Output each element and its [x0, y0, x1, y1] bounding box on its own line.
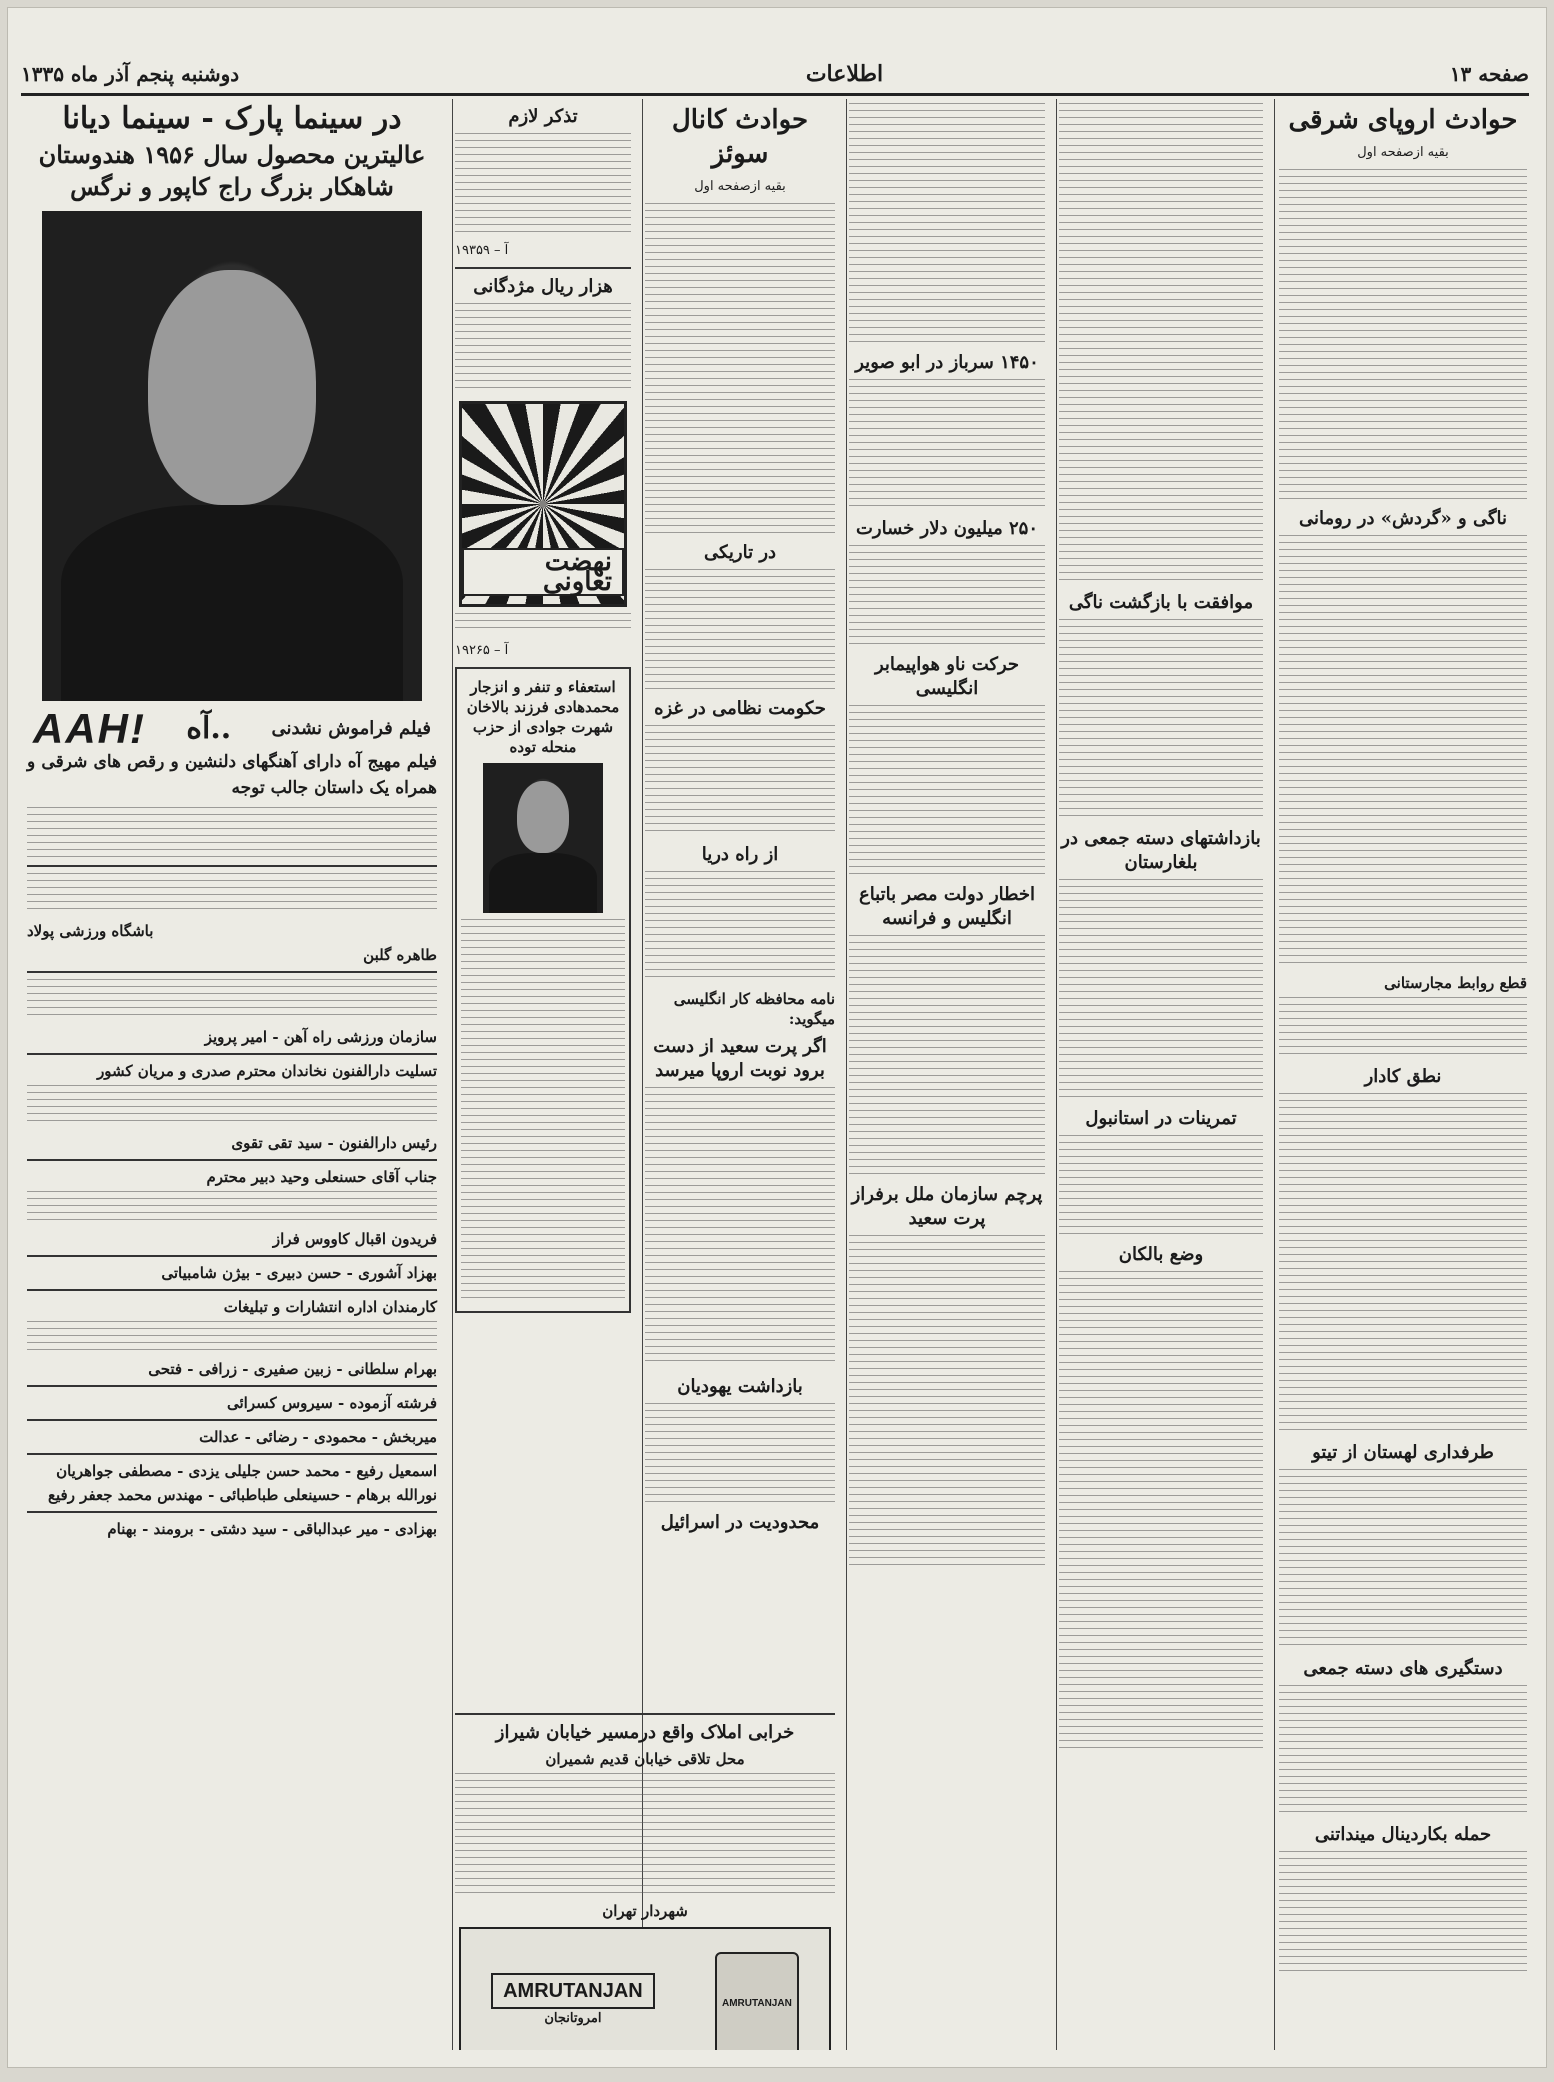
column-cinema-notices: [21, 99, 443, 2050]
article-text: [849, 705, 1045, 875]
continued-note: بقیه ازصفحه اول: [694, 179, 786, 194]
newspaper-page: [7, 7, 1547, 2068]
title-required-note: تذکر لازم: [508, 106, 578, 127]
column-rule: [452, 99, 453, 2050]
film-description: فیلم مهیج آه دارای آهنگهای دلنشین و رقص های شرقی و همراه یک داستان جالب توجه: [27, 752, 437, 798]
issue-date: دوشنبه پنجم آذر ماه ۱۳۳۵: [21, 62, 240, 86]
subhead-israel-limits: محدودیت در اسرائیل: [660, 1512, 820, 1533]
article-text: [27, 873, 437, 913]
notice-signatory: میربخش - محمودی - رضائی - عدالت: [199, 1428, 437, 1446]
subhead-by-sea: از راه دریا: [701, 844, 779, 865]
continued-note: بقیه ازصفحه اول: [1357, 145, 1449, 160]
title-reward: هزار ریال مژدگانی: [473, 276, 613, 297]
notice-railway: سازمان ورزشی راه آهن - امیر پرویز: [204, 1028, 437, 1046]
article-text: [1059, 619, 1263, 819]
newspaper-name: اطلاعات: [805, 61, 884, 87]
notice-signatory: فرشته آزموده - سیروس کسرائی: [227, 1394, 437, 1412]
subhead-cardinal: حمله بکاردینال مینداتنی: [1314, 1824, 1492, 1845]
notice-title: خرابی املاک واقع درمسیر خیابان شیراز: [495, 1722, 795, 1743]
subhead-abu-suweir: ۱۴۵۰ سرباز در ابو صویر: [855, 352, 1039, 373]
masthead: [21, 55, 1529, 96]
notice-subtitle: محل تلاقی خیابان قدیم شمیران: [545, 1750, 745, 1768]
portrait-photo: [483, 763, 603, 913]
article-text: [455, 613, 631, 633]
article-text: [1059, 1135, 1263, 1235]
article-text: [27, 1191, 437, 1221]
notice-code: آ – ۱۹۲۶۵: [455, 643, 509, 658]
article-text: [27, 1085, 437, 1125]
notice-code: آ – ۱۹۳۵۹: [455, 243, 509, 258]
notice-signatory: بهزاد آشوری - حسن دبیری - بیژن شامبیاتی: [161, 1264, 437, 1282]
cinema-ad-subtitle: عالیترین محصول سال ۱۹۵۶ هندوستان: [38, 140, 426, 169]
notice-club: باشگاه ورزشی پولاد: [27, 922, 154, 940]
headline-east-europe: حوادث اروپای شرقی: [1288, 105, 1518, 135]
article-text: [455, 303, 631, 393]
resignation-notice: [455, 667, 631, 1313]
subhead-nagy-return: موافقت با بازگشت ناگی: [1068, 592, 1254, 613]
article-text: [1279, 1093, 1527, 1433]
resignation-title: استعفاء و تنفر و انزجار محمدهادی فرزند بالاخان شهرت جوادی از حزب منحله توده: [466, 678, 620, 756]
article-text: [645, 871, 835, 981]
article-text: [461, 919, 625, 1299]
article-text: [455, 1773, 835, 1893]
divider: [27, 1385, 437, 1387]
column-rule: [1274, 99, 1275, 2050]
notice-signatory: اسمعیل رفیع - محمد حسن جلیلی یزدی - مصطفی جواهریان: [56, 1462, 437, 1480]
article-text: [645, 725, 835, 835]
article-text: [849, 545, 1045, 645]
subhead-damage: ۲۵۰ میلیون دلار خسارت: [855, 518, 1039, 539]
subhead-carrier: حرکت ناو هواپیمابر انگلیسی: [874, 654, 1020, 699]
notice-signatory: رئیس دارالفنون - سید تقی تقوی: [231, 1134, 437, 1152]
divider: [27, 971, 437, 973]
divider: [27, 865, 437, 867]
subhead-poland-tito: طرفداری لهستان از تیتو: [1312, 1442, 1494, 1463]
subhead-istanbul-drills: تمرینات در استانبول: [1085, 1108, 1237, 1129]
article-text: [645, 1403, 835, 1503]
article-text: [27, 807, 437, 857]
article-text: [455, 133, 631, 233]
article-text: [1059, 1271, 1263, 1751]
article-text: [1279, 997, 1527, 1057]
amrutanjan-logo: AMRUTANJAN: [491, 1973, 655, 2009]
divider: [27, 1289, 437, 1291]
film-title-persian: آه..: [186, 711, 232, 746]
cooperative-label: نهضت تعاونی: [462, 548, 624, 596]
film-title-english: AAH!: [33, 705, 146, 752]
article-text: [1279, 535, 1527, 965]
article-text: [1059, 879, 1263, 1099]
balm-jar-icon: AMRUTANJAN: [715, 1952, 799, 2050]
article-text: [27, 1321, 437, 1351]
article-text: [645, 1087, 835, 1367]
article-text: [1279, 169, 1527, 499]
film-title-row: [27, 705, 437, 752]
divider: [27, 1255, 437, 1257]
notice-signatory: نورالله برهام - حسینعلی طباطبائی - مهندس محمد جعفر رفیع: [48, 1486, 437, 1504]
subhead-darkness: در تاریکی: [703, 542, 777, 563]
notice-darolfonun: تسلیت دارالفنون نخاندان محترم صدری و مریان کشور: [97, 1062, 437, 1080]
column-suez: [843, 99, 1051, 2050]
column-east-europe: [1273, 99, 1533, 2050]
notice-signature: شهردار تهران: [602, 1902, 688, 1920]
notice-name: طاهره گلبن: [363, 946, 437, 964]
column-east-europe-cont: [1053, 99, 1269, 2050]
notice-publications: کارمندان اداره انتشارات و تبلیغات: [223, 1298, 437, 1316]
cinema-ad-stars: شاهکار بزرگ راج کاپور و نرگس: [70, 172, 394, 201]
article-text: [849, 103, 1045, 343]
divider: [27, 1053, 437, 1055]
divider: [27, 1159, 437, 1161]
actor-photo: [42, 211, 422, 701]
article-text: [849, 935, 1045, 1175]
subhead-egypt-warning: اخطار دولت مصر باتباع انگلیس و فرانسه: [858, 884, 1036, 929]
divider: [455, 267, 631, 269]
subhead-un-flag: پرچم سازمان ملل برفراز پرت سعید: [851, 1184, 1043, 1229]
article-text: [27, 979, 437, 1019]
subhead-europe-next: اگر پرت سعید از دست برود نوبت اروپا میرسد: [653, 1036, 827, 1081]
column-notices: [449, 99, 637, 1698]
film-tagline: فیلم فراموش نشدنی: [271, 718, 431, 739]
article-text: [645, 203, 835, 533]
divider: [455, 1713, 835, 1715]
notice-signatory: بهزادی - میر عبدالباقی - سید دشتی - برومند - بهنام: [107, 1520, 437, 1538]
article-text: [849, 1235, 1045, 1565]
divider: [27, 1419, 437, 1421]
article-text: [1279, 1685, 1527, 1815]
subhead-cut-relations: قطع روابط مجارستانی: [1384, 974, 1527, 992]
cooperative-emblem: [459, 401, 627, 607]
notice-signatory: بهرام سلطانی - زبین صفیری - زرافی - فتحی: [148, 1360, 437, 1378]
divider: [27, 1453, 437, 1455]
article-text: [1279, 1469, 1527, 1649]
subhead-nagy-romania: ناگی و «گردش» در رومانی: [1298, 508, 1508, 529]
subhead-conservative: نامه محافظه کار انگلیسی میگوید:: [673, 990, 835, 1028]
cinema-ad-title: در سینما پارک - سینما دیانا: [62, 101, 402, 136]
subhead-jews-arrest: بازداشت یهودیان: [677, 1376, 803, 1397]
subhead-gaza: حکومت نظامی در غزه: [654, 698, 826, 719]
column-rule: [1056, 99, 1057, 2050]
column-rule: [846, 99, 847, 2050]
headline-suez: حوادث کانال سوئز: [671, 105, 809, 169]
article-text: [849, 379, 1045, 509]
subhead-mass-arrests: دستگیری های دسته جمعی: [1303, 1658, 1503, 1679]
notice-teacher: جناب آقای حسنعلی وحید دبیر محترم: [206, 1168, 437, 1186]
article-text: [1279, 1851, 1527, 1971]
page-number: صفحه ۱۳: [1449, 62, 1529, 86]
amrutanjan-ad: [459, 1927, 831, 2050]
article-text: [1059, 103, 1263, 583]
amrutanjan-persian: امروتانجان: [544, 2011, 602, 2026]
municipality-notice: [449, 1707, 841, 2050]
divider: [27, 1511, 437, 1513]
subhead-balkans: وضع بالکان: [1118, 1244, 1204, 1265]
article-text: [645, 569, 835, 689]
subhead-bulgaria-arrests: بازداشتهای دسته جمعی در بلغارستان: [1061, 828, 1261, 873]
notice-signatory: فریدون اقبال کاووس فراز: [272, 1230, 437, 1248]
subhead-kadar-speech: نطق کادار: [1364, 1066, 1442, 1087]
